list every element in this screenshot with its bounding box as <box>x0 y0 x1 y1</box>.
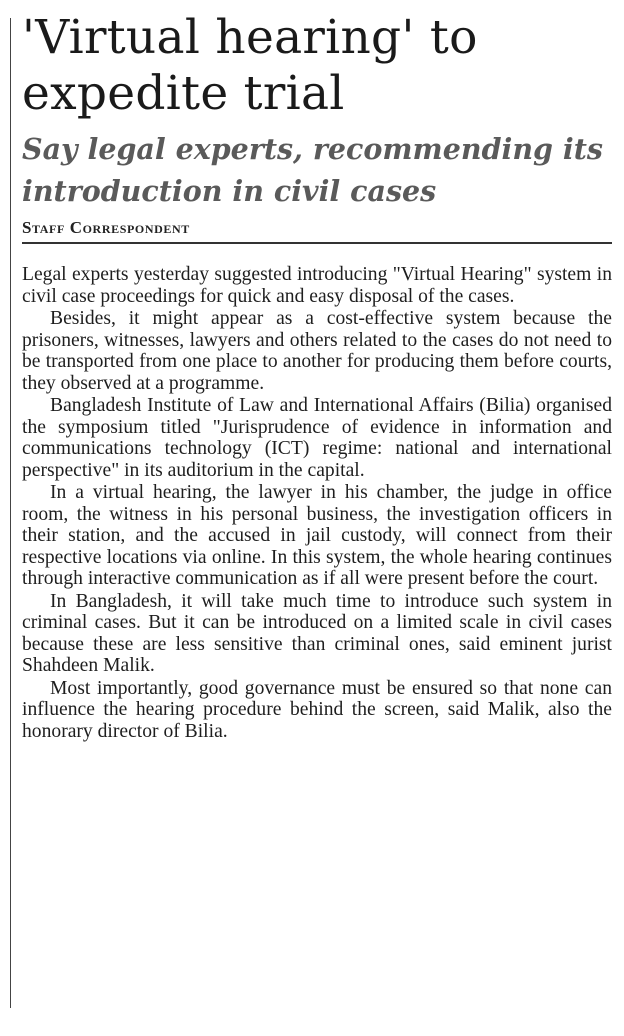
byline: Staff Correspondent <box>22 218 612 244</box>
paragraph-5: In Bangladesh, it will take much time to introduce such system in criminal cases. But it can be introduced on a limited scale in civil cases because these are less sensitive than criminal ones, said eminent jurist Shahdeen Malik. <box>22 590 612 676</box>
article <box>22 10 612 743</box>
paragraph-4: In a virtual hearing, the lawyer in his chamber, the judge in office room, the witness in his personal business, the investigation officers in their station, and the accused in jail custody, will connect from their respective locations via online. In this system, the whole hearing continues through interactive communication as if all were present before the court. <box>22 482 612 589</box>
paragraph-1: Legal experts yesterday suggested introducing "Virtual Hearing" system in civil case proceedings for quick and easy disposal of the cases. <box>22 264 612 307</box>
paragraph-2: Besides, it might appear as a cost-effective system because the prisoners, witnesses, lawyers and others related to the cases do not need to be transported from one place to another for producing them before courts, they observed at a programme. <box>22 308 612 394</box>
subheadline: Say legal experts, recommending its introduction in civil cases <box>22 132 603 208</box>
paragraph-6: Most importantly, good governance must be ensured so that none can influence the hearing procedure behind the screen, said Malik, also the honorary director of Bilia. <box>22 677 612 742</box>
article-body <box>22 264 612 742</box>
column-rule <box>10 18 11 1008</box>
headline: 'Virtual hearing' to expedite trial <box>22 10 478 121</box>
paragraph-3: Bangladesh Institute of Law and International Affairs (Bilia) organised the symposium titled "Jurisprudence of evidence in information and communications technology (ICT) regime: national and international perspective" in its auditorium in the capital. <box>22 395 612 481</box>
